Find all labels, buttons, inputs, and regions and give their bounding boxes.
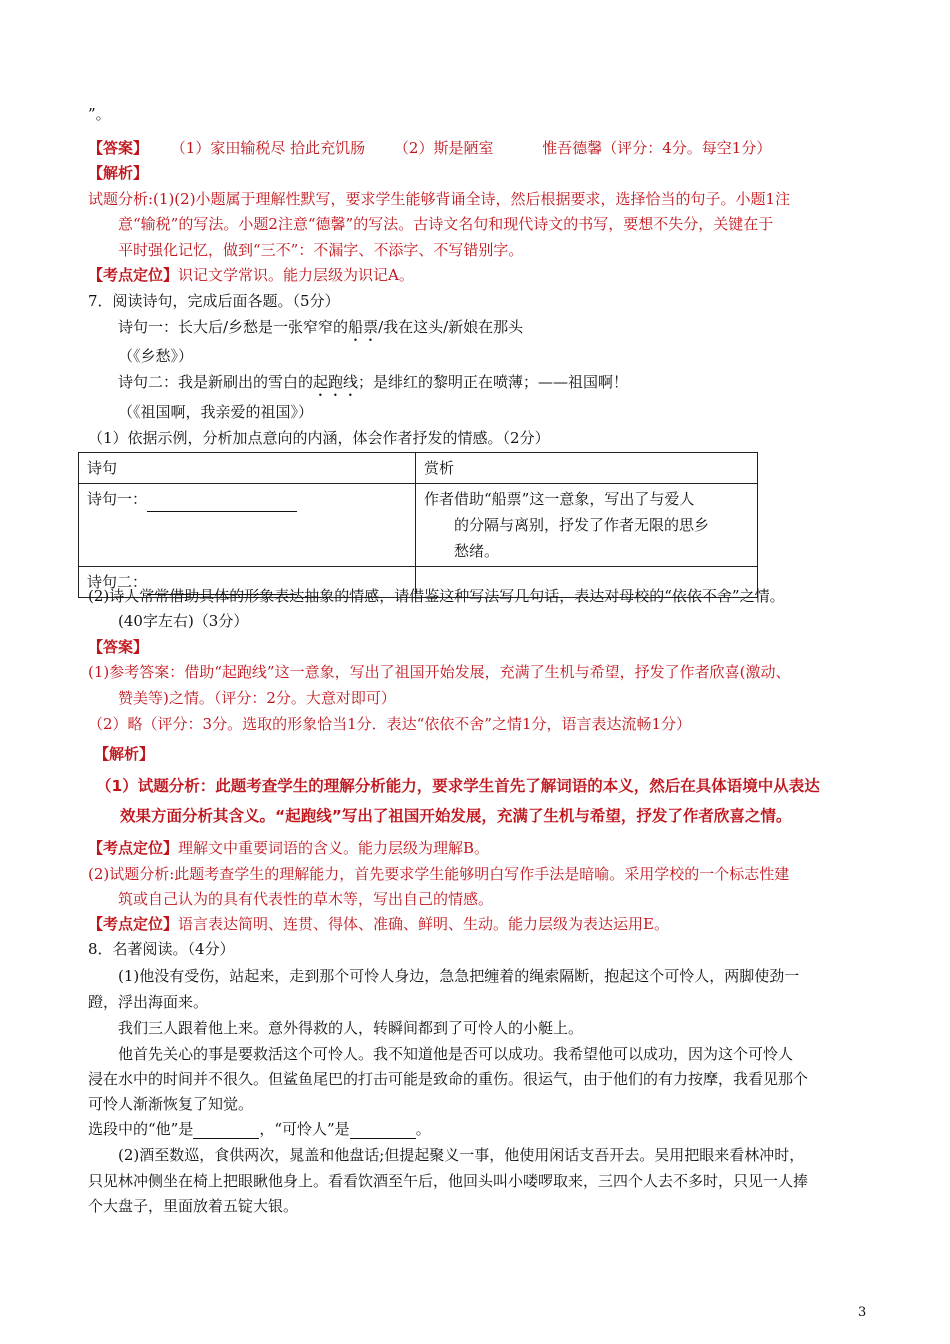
q6-answer-2: （2）斯是陋室 (393, 139, 494, 157)
answer-blank[interactable] (193, 1124, 259, 1139)
table-cell (416, 484, 758, 567)
kaodian-text: 识记文学常识。能力层级为识记A。 (178, 266, 414, 284)
q6-answer-line (88, 138, 771, 158)
answer-tag: 【答案】 (88, 638, 149, 656)
page-number: 3 (858, 1305, 867, 1320)
table-header-cell: 赏析 (416, 453, 758, 484)
quote-fragment: ”。 (88, 105, 111, 123)
q7-analysis-line: 效果方面分析其含义。“起跑线”写出了祖国开始发展，充满了生机与希望，抒发了作者欣喜之情。 (120, 807, 792, 825)
answer-blank[interactable] (147, 497, 297, 512)
q8-fill-line (88, 1119, 431, 1139)
table-header-cell: 诗句 (79, 453, 416, 484)
poem-1-text: 诗句一：长大后/乡愁是一张窄窄的 (118, 318, 349, 336)
analysis-table (78, 452, 758, 598)
q8-paragraph-line: (1)他没有受伤，站起来，走到那个可怜人身边，急急把缠着的绳索隔断，抱起这个可怜人，两脚使劲一 (118, 967, 800, 985)
kaodian-text: 理解文中重要词语的含义。能力层级为理解B。 (178, 839, 490, 857)
table-text: 愁绪。 (454, 542, 500, 560)
q6-answer-3: 惟吾德馨（评分：4分。每空1分） (542, 139, 772, 157)
q6-analysis-line: 意“输税”的写法。小题2注意“德馨”的写法。古诗文名句和现代诗文的书写，要想不失分，关键在于 (118, 215, 774, 233)
q8-paragraph-line: 蹬，浮出海面来。 (88, 993, 209, 1011)
row-label: 诗句一： (87, 490, 148, 508)
q7-kaodian-1 (88, 838, 489, 858)
q6-kaodian (88, 265, 414, 285)
q7-sub1: （1）依据示例，分析加点意向的内涵，体会作者抒发的情感。（2分） (88, 429, 550, 447)
fill-text: 。 (415, 1120, 431, 1138)
table-row (79, 484, 758, 567)
q6-analysis-line: 平时强化记忆，做到“三不”：不漏字、不添字、不写错别字。 (118, 241, 524, 259)
poem-2-text: 诗句二：我是新刷出的雪白的 (118, 373, 314, 391)
poem-1-source: （《乡愁》） (118, 347, 194, 365)
q7-title: 7．阅读诗句，完成后面各题。（5分） (88, 292, 340, 310)
q8-paragraph-line: (2)酒至数巡，食供两次，晁盖和他盘话;但提起聚义一事，他使用闲话支吾开去。吴用把眼来看林冲时， (118, 1146, 805, 1164)
poem-1-text: /我在这头/新娘在那头 (378, 318, 524, 336)
poem-1 (118, 317, 523, 345)
analysis-tag: 【解析】 (94, 745, 155, 763)
kaodian-tag: 【考点定位】 (88, 839, 179, 857)
q8-paragraph-line: 可怜人渐渐恢复了知觉。 (88, 1095, 254, 1113)
poem-1-dotted-word: 船票 (348, 318, 379, 336)
q7-analysis-line: （1）试题分析：此题考查学生的理解分析能力，要求学生首先了解词语的本义，然后在具体语境中从表达 (96, 777, 820, 795)
q7-sub2: (40字左右)（3分） (118, 612, 249, 630)
q7-analysis2-line: 筑或自己认为的具有代表性的草木等，写出自己的情感。 (118, 890, 494, 908)
poem-2 (118, 372, 628, 400)
poem-2-source: （《祖国啊，我亲爱的祖国》） (118, 403, 314, 421)
q8-paragraph-line: 个大盘子，里面放着五锭大银。 (88, 1197, 299, 1215)
kaodian-tag: 【考点定位】 (88, 915, 179, 933)
answer-blank[interactable] (350, 1124, 416, 1139)
poem-2-text: ；是绯红的黎明正在喷薄；——祖国啊！ (358, 373, 629, 391)
q8-paragraph-line: 我们三人跟着他上来。意外得救的人，转瞬间都到了可怜人的小艇上。 (118, 1019, 584, 1037)
kaodian-tag: 【考点定位】 (88, 266, 179, 284)
q8-paragraph-line: 浸在水中的时间并不很久。但鲨鱼尾巴的打击可能是致命的重伤。很运气，由于他们的有力按摩，我看见那个 (88, 1070, 809, 1088)
q8-paragraph-line: 只见林冲侧坐在椅上把眼瞅他身上。看看饮酒至午后，他回头叫小喽啰取来，三四个人去不多时，只见一人捧 (88, 1172, 809, 1190)
table-header-row (79, 453, 758, 484)
kaodian-text: 语言表达简明、连贯、得体、准确、鲜明、生动。能力层级为表达运用E。 (178, 915, 669, 933)
table-text: 作者借助“船票”这一意象，写出了与爱人 (424, 490, 695, 508)
q6-analysis-line: 试题分析:(1)(2)小题属于理解性默写，要求学生能够背诵全诗，然后根据要求，选择恰当的句子。小题1注 (88, 190, 791, 208)
q7-answer-line: (1)参考答案：借助“起跑线”这一意象，写出了祖国开始发展，充满了生机与希望，抒发了作者欣喜(激动、 (88, 663, 791, 681)
q7-analysis2-line: (2)试题分析:此题考查学生的理解能力，首先要求学生能够明白写作手法是暗喻。采用学校的一个标志性建 (88, 865, 790, 883)
fill-text: 选段中的“他”是 (88, 1120, 194, 1138)
q7-answer-line: （2）略（评分：3分。选取的形象恰当1分．表达“依依不舍”之情1分，语言表达流畅1分） (88, 715, 692, 733)
answer-tag: 【答案】 (88, 139, 149, 157)
q7-answer-line: 赞美等)之情。（评分：2分。大意对即可） (118, 689, 396, 707)
poem-2-dotted-word: 起跑线 (313, 373, 359, 391)
q8-paragraph-line: 他首先关心的事是要救活这个可怜人。我不知道他是否可以成功。我希望他可以成功，因为这个可怜人 (118, 1045, 794, 1063)
q7-kaodian-2 (88, 914, 669, 934)
q7-sub2: (2)诗人常常借助具体的形象表达抽象的情感，请借鉴这种写法写几句话，表达对母校的“依依不舍”之情。 (88, 587, 785, 605)
fill-text: ，“可怜人”是 (259, 1120, 350, 1138)
q8-title: 8．名著阅读。（4分） (88, 940, 235, 958)
table-text: 的分隔与离别，抒发了作者无限的思乡 (454, 516, 710, 534)
row-label: 诗句二： (87, 573, 148, 591)
q6-answer-1: （1）家田输税尽 拾此充饥肠 (170, 139, 366, 157)
table-cell (79, 484, 416, 567)
analysis-tag: 【解析】 (88, 164, 149, 182)
